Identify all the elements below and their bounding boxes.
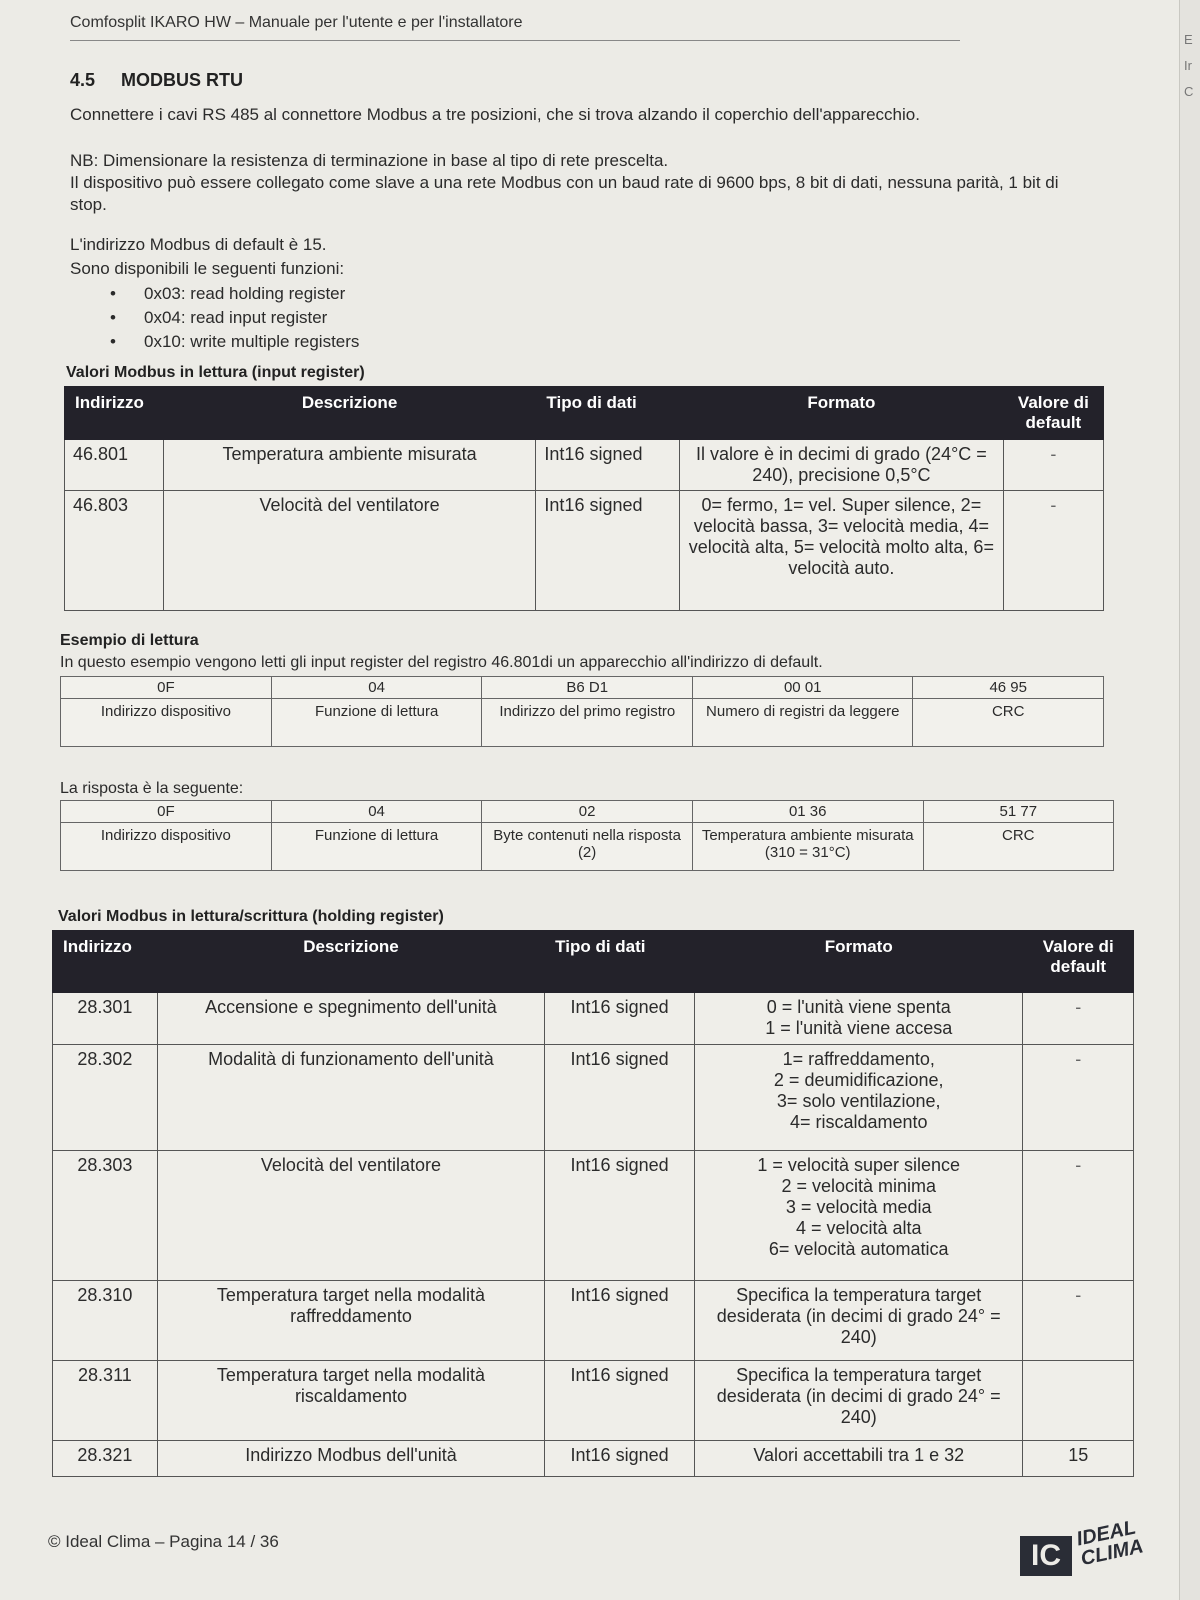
- frame-label: Temperatura ambiente misurata (310 = 31°C): [692, 823, 923, 871]
- cell-format: Il valore è in decimi di grado (24°C = 240), precisione 0,5°C: [680, 440, 1004, 491]
- frame-label: Numero di registri da leggere: [693, 699, 913, 747]
- cell-type: Int16 signed: [536, 440, 680, 491]
- default-address: L'indirizzo Modbus di default è 15.: [70, 235, 327, 254]
- column-header: Valore di default: [1023, 931, 1134, 993]
- cell-type: Int16 signed: [545, 1361, 695, 1441]
- column-header: Tipo di dati: [536, 387, 680, 440]
- cell-address: 28.321: [53, 1441, 158, 1477]
- cell-type: Int16 signed: [545, 1151, 695, 1281]
- section-name: MODBUS RTU: [121, 70, 244, 90]
- cell-format: Specifica la temperatura target desiderata (in decimi di grado 24° = 240): [694, 1281, 1022, 1361]
- table-row: [53, 993, 1134, 1045]
- response-text: La risposta è la seguente:: [60, 780, 244, 797]
- table-row: [61, 801, 1114, 823]
- cell-default: 15: [1023, 1441, 1134, 1477]
- ideal-clima-logo: [1020, 1510, 1170, 1580]
- frame-label: Byte contenuti nella risposta (2): [482, 823, 693, 871]
- list-item: • 0x04: read input register: [110, 306, 359, 330]
- adjacent-page-edge: [1179, 0, 1200, 1600]
- hex-byte: 46 95: [913, 677, 1104, 699]
- column-header: Indirizzo: [65, 387, 164, 440]
- page-footer: © Ideal Clima – Pagina 14 / 36: [48, 1532, 279, 1551]
- table-row: [65, 491, 1104, 611]
- table-row: [61, 677, 1104, 699]
- table-row: [53, 1281, 1134, 1361]
- table-row: [53, 1441, 1134, 1477]
- table-row: [53, 1361, 1134, 1441]
- hex-byte: 0F: [61, 801, 272, 823]
- frame-label: Funzione di lettura: [271, 823, 482, 871]
- input-table-caption: Valori Modbus in lettura (input register): [66, 364, 365, 381]
- cell-address: 28.311: [53, 1361, 158, 1441]
- column-header: Descrizione: [157, 931, 544, 993]
- holding-register-table: [52, 930, 1134, 1477]
- frame-label: Indirizzo del primo registro: [482, 699, 693, 747]
- list-item: • 0x10: write multiple registers: [110, 330, 359, 354]
- cell-description: Temperatura target nella modalità raffreddamento: [157, 1281, 544, 1361]
- cell-description: Velocità del ventilatore: [163, 491, 536, 611]
- hex-byte: 01 36: [692, 801, 923, 823]
- intro-note: NB: Dimensionare la resistenza di terminazione in base al tipo di rete prescelta.: [70, 151, 669, 170]
- input-register-table: [64, 386, 1104, 611]
- intro-paragraph-2: Il dispositivo può essere collegato come slave a una rete Modbus con un baud rate di 9600 bps, 8 bit di dati, nessuna parità, 1 bit di stop.: [70, 173, 1059, 214]
- column-header: Tipo di dati: [545, 931, 695, 993]
- cell-address: 46.801: [65, 440, 164, 491]
- table-row: [53, 1045, 1134, 1151]
- intro-paragraph-1: Connettere i cavi RS 485 al connettore Modbus a tre posizioni, che si trova alzando il coperchio dell'apparecchio.: [70, 105, 920, 124]
- cell-description: Modalità di funzionamento dell'unità: [157, 1045, 544, 1151]
- cell-default: -: [1003, 491, 1103, 611]
- hex-byte: B6 D1: [482, 677, 693, 699]
- cell-type: Int16 signed: [545, 1441, 695, 1477]
- functions-intro: Sono disponibili le seguenti funzioni:: [70, 259, 345, 278]
- hex-byte: 04: [271, 801, 482, 823]
- hex-byte: 00 01: [693, 677, 913, 699]
- section-title: [70, 70, 269, 91]
- hex-byte: 04: [271, 677, 482, 699]
- functions-list: [110, 282, 359, 354]
- edge-letter: E: [1184, 32, 1193, 47]
- hex-byte: 0F: [61, 677, 272, 699]
- cell-address: 28.310: [53, 1281, 158, 1361]
- table-row: [65, 440, 1104, 491]
- cell-address: 28.301: [53, 993, 158, 1045]
- frame-label: Indirizzo dispositivo: [61, 699, 272, 747]
- column-header: Descrizione: [163, 387, 536, 440]
- read-example-caption: Esempio di lettura: [60, 632, 199, 649]
- cell-format: 1= raffreddamento, 2 = deumidificazione, 3= solo ventilazione, 4= riscaldamento: [694, 1045, 1022, 1151]
- column-header: Formato: [680, 387, 1004, 440]
- table-row: [61, 699, 1104, 747]
- cell-description: Accensione e spegnimento dell'unità: [157, 993, 544, 1045]
- cell-default: -: [1023, 1045, 1134, 1151]
- column-header: Valore di default: [1003, 387, 1103, 440]
- cell-description: Temperatura ambiente misurata: [163, 440, 536, 491]
- list-item: • 0x03: read holding register: [110, 282, 359, 306]
- hex-byte: 51 77: [923, 801, 1113, 823]
- cell-description: Temperatura target nella modalità riscaldamento: [157, 1361, 544, 1441]
- hex-byte: 02: [482, 801, 693, 823]
- cell-format: 0 = l'unità viene spenta 1 = l'unità viene accesa: [694, 993, 1022, 1045]
- cell-default: -: [1003, 440, 1103, 491]
- section-number: 4.5: [70, 70, 96, 90]
- cell-description: Indirizzo Modbus dell'unità: [157, 1441, 544, 1477]
- cell-address: 28.303: [53, 1151, 158, 1281]
- cell-address: 46.803: [65, 491, 164, 611]
- logo-text: IDEAL CLIMA: [1074, 1516, 1146, 1571]
- read-example-text: In questo esempio vengono letti gli input register del registro 46.801di un apparecchio all'indirizzo di default.: [60, 654, 823, 671]
- table-row: [53, 1151, 1134, 1281]
- page-header: Comfosplit IKARO HW – Manuale per l'utente e per l'installatore: [70, 14, 523, 31]
- edge-letter: C: [1184, 84, 1194, 99]
- cell-default: [1023, 1361, 1134, 1441]
- read-example-frame: [60, 676, 1104, 747]
- logo-mark: IC: [1020, 1536, 1072, 1576]
- cell-address: 28.302: [53, 1045, 158, 1151]
- frame-label: Indirizzo dispositivo: [61, 823, 272, 871]
- cell-format: 0= fermo, 1= vel. Super silence, 2= velocità bassa, 3= velocità media, 4= velocità alta, 5= velocità molto alta, 6= velocità auto.: [680, 491, 1004, 611]
- cell-default: -: [1023, 1151, 1134, 1281]
- table-row: [61, 823, 1114, 871]
- cell-default: -: [1023, 993, 1134, 1045]
- cell-description: Velocità del ventilatore: [157, 1151, 544, 1281]
- holding-table-caption: Valori Modbus in lettura/scrittura (holding register): [58, 908, 444, 925]
- cell-type: Int16 signed: [545, 1045, 695, 1151]
- column-header: Indirizzo: [53, 931, 158, 993]
- cell-format: 1 = velocità super silence 2 = velocità minima 3 = velocità media 4 = velocità alta 6= velocità automatica: [694, 1151, 1022, 1281]
- header-rule: [70, 40, 960, 41]
- cell-type: Int16 signed: [536, 491, 680, 611]
- cell-default: -: [1023, 1281, 1134, 1361]
- cell-type: Int16 signed: [545, 993, 695, 1045]
- frame-label: CRC: [923, 823, 1113, 871]
- edge-letter: Ir: [1184, 58, 1192, 73]
- frame-label: Funzione di lettura: [271, 699, 482, 747]
- cell-format: Valori accettabili tra 1 e 32: [694, 1441, 1022, 1477]
- response-frame: [60, 800, 1114, 871]
- cell-type: Int16 signed: [545, 1281, 695, 1361]
- frame-label: CRC: [913, 699, 1104, 747]
- cell-format: Specifica la temperatura target desiderata (in decimi di grado 24° = 240): [694, 1361, 1022, 1441]
- column-header: Formato: [694, 931, 1022, 993]
